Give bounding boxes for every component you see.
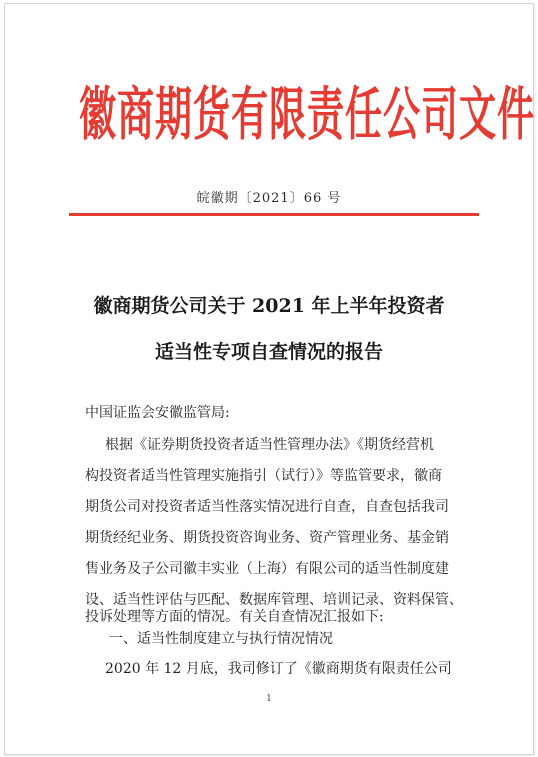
paragraph-1-line-2: 构投资者适当性管理实施指引（试行）》等监管要求，徽商: [85, 468, 442, 484]
paragraph-1-line-1: 根据《证券期货投资者适当性管理办法》《期货经营机: [105, 437, 434, 453]
paragraph-1-line-4: 期货经纪业务、期货投资咨询业务、资产管理业务、基金销: [85, 530, 449, 546]
salutation: 中国证监会安徽监管局:: [85, 405, 230, 421]
paragraph-1-line-3: 期货公司对投资者适当性落实情况进行自查，自查包括我司: [85, 499, 449, 515]
letterhead-red-rule: [69, 213, 479, 216]
document-page: [4, 3, 534, 755]
page-number: 1: [266, 694, 272, 704]
paragraph-2-line-1: 2020 年 12 月底，我司修订了《徽商期货有限责任公司: [105, 661, 452, 677]
report-title-line-1: 徽商期货公司关于 2021 年上半年投资者: [93, 295, 445, 317]
paragraph-1-line-7: 投诉处理等方面的情况。有关自查情况汇报如下:: [85, 609, 384, 625]
paragraph-1-line-5: 售业务及子公司徽丰实业（上海）有限公司的适当性制度建: [85, 561, 449, 577]
section-1-heading: 一、适当性制度建立与执行情况情况: [109, 631, 333, 647]
letterhead-title: 徽商期货有限责任公司文件: [79, 79, 535, 148]
report-title-line-2: 适当性专项自查情况的报告: [154, 341, 383, 363]
paragraph-1-line-6: 设、适当性评估与匹配、数据库管理、培训记录、资料保管、: [85, 592, 463, 608]
document-number: 皖徽期〔2021〕66 号: [196, 191, 342, 206]
